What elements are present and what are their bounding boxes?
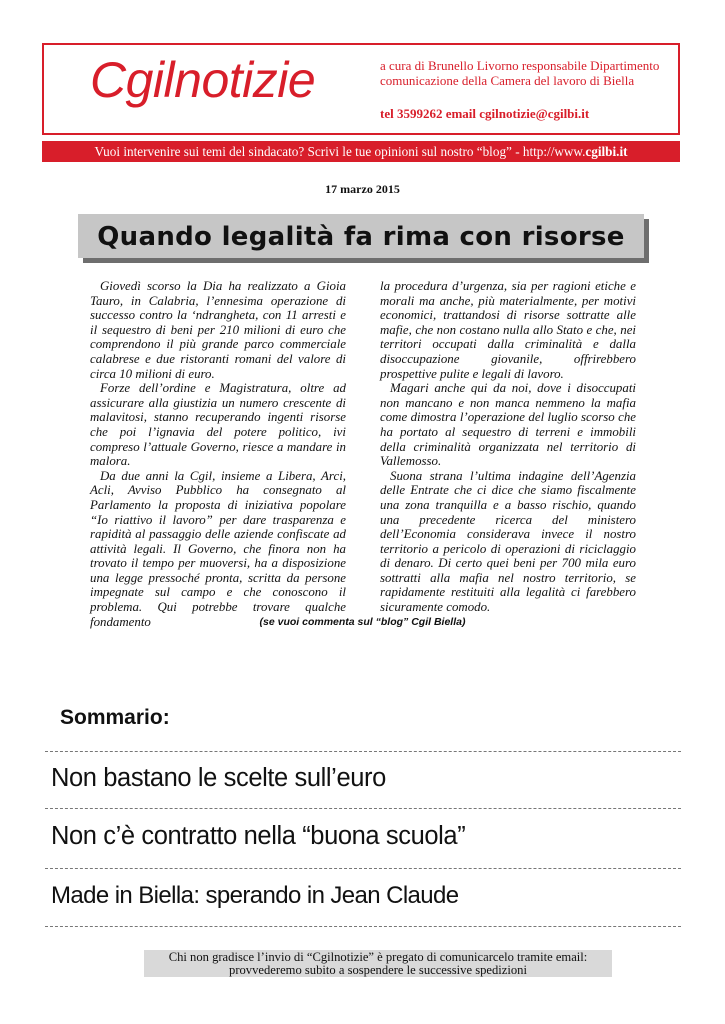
editor-credit: a cura di Brunello Livorno responsabile Dipartimento comunicazione della Camera del lavoro di Biella xyxy=(380,58,660,88)
sommario-heading: Sommario: xyxy=(60,706,170,729)
unsubscribe-line-2: provvederemo subito a sospendere le successive spedizioni xyxy=(229,963,527,977)
divider xyxy=(45,868,681,869)
divider xyxy=(45,926,681,927)
paragraph: Magari anche qui da noi, dove i disoccupati non mancano e non manca nemmeno la mafia come dimostra l’operazione del luglio scorso che ha portato al sequestro di terreni e immobili della criminalità organizzata nel territorio di Vallemosso. xyxy=(380,381,636,469)
article-column-2 xyxy=(380,279,636,615)
paragraph: Giovedì scorso la Dia ha realizzato a Gioia Tauro, in Calabria, l’ennesima operazione di successo contro la ‘ndrangheta, con 11 arresti e il sequestro di beni per 210 milioni di euro che comprendono il più grande parco commerciale calabrese e due ristoranti romani del valore di circa 10 milioni di euro. xyxy=(90,279,346,381)
unsubscribe-line-1: Chi non gradisce l’invio di “Cgilnotizie” è pregato di comunicarcelo tramite email: xyxy=(168,950,588,964)
paragraph: Suona strana l’ultima indagine dell’Agenzia delle Entrate che ci dice che siamo fiscalmente una zona tranquilla e a basso rischio, quando una precedente ricerca del ministero dell’Economia considerava invece il nostro territorio a pericolo di operazioni di riciclaggio di denaro. Di certo quei beni per 700 mila euro sottratti alla mafia nel nostro territorio, se rapidamente restituiti alla legalità ci farebbero sicuramente comodo. xyxy=(380,468,636,615)
logo-cgilnotizie: Cgilnotizie xyxy=(90,52,316,108)
article-column-1 xyxy=(90,279,346,629)
sommario-item[interactable]: Non c’è contratto nella “buona scuola” xyxy=(51,822,466,850)
masthead xyxy=(42,43,680,135)
article-title-box xyxy=(78,214,644,258)
paragraph: Da due anni la Cgil, insieme a Libera, Arci, Acli, Avviso Pubblico ha consegnato al Parlamento la proposta di iniziativa popolare “Io riattivo il lavoro” per dare trasparenza e rapidità al passaggio delle aziende confiscate ad attività legali. Il Governo, che finora non ha trovato il tempo per muoversi, ha a disposizione una legge pressoché pronta, scritta da persone impegnate sul campo e che conoscono il problema. Qui potrebbe trovare qualche fondamento xyxy=(90,468,346,629)
banner-text: Vuoi intervenire sui temi del sindacato? Scrivi le tue opinioni sul nostro “blog” - http://www. xyxy=(94,144,586,159)
blog-banner[interactable] xyxy=(42,141,680,162)
unsubscribe-notice xyxy=(144,950,612,977)
sommario-item[interactable]: Made in Biella: sperando in Jean Claude xyxy=(51,882,459,909)
comment-note: (se vuoi commenta sul “blog” Cgil Biella) xyxy=(259,616,466,628)
paragraph: Forze dell’ordine e Magistratura, oltre ad assicurare alla giustizia un numero crescente di malavitosi, stanno recuperando ingenti risorse che poi l’ignavia del potere politico, ivi compreso l’attuale Governo, riesce a mandare in malora. xyxy=(90,381,346,469)
divider xyxy=(45,751,681,752)
issue-date: 17 marzo 2015 xyxy=(325,182,400,196)
banner-link[interactable]: cgilbi.it xyxy=(585,144,628,159)
divider xyxy=(45,808,681,809)
contact-info: tel 3599262 email cgilnotizie@cgilbi.it xyxy=(380,106,590,121)
sommario-item[interactable]: Non bastano le scelte sull’euro xyxy=(51,764,386,792)
article-title: Quando legalità fa rima con risorse xyxy=(97,222,625,252)
paragraph: la procedura d’urgenza, sia per ragioni etiche e morali ma anche, più materialmente, per motivi economici, trattandosi di risorse sottratte alle mafie, che non costano nulla allo Stato e che, nei territori occupati dalla criminalità e dalla disoccupazione giovanile, offrirebbero prospettive pulite e legali di lavoro. xyxy=(380,279,636,381)
